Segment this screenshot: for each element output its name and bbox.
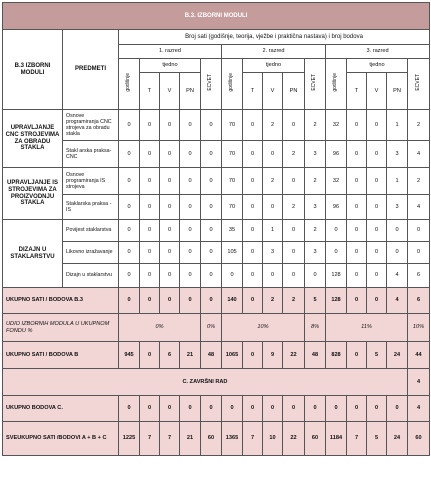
cell: 1 <box>387 168 408 195</box>
pn-header: PN <box>387 73 408 110</box>
cell: 140 <box>222 288 243 314</box>
weekly-header: tjedno <box>347 59 408 73</box>
cell: 0 <box>180 264 201 288</box>
cell: 0 <box>160 195 180 220</box>
cell: 128 <box>326 264 347 288</box>
cell: 945 <box>119 342 140 369</box>
cell: 0 <box>347 342 367 369</box>
t-header: T <box>347 73 367 110</box>
subject-name: Osnove programiranja CNC strojeva za obradu stakla <box>63 110 119 141</box>
module-name: UPRAVLJANJE CNC STROJEVIMA ZA OBRADU STAKLA <box>3 110 63 168</box>
grade-1-header: 1. razred <box>119 45 222 59</box>
cell: 0 <box>160 242 180 264</box>
weekly-header: tjedno <box>140 59 201 73</box>
v-header: V <box>263 73 283 110</box>
cell: 1365 <box>222 422 243 456</box>
section-c-value: 4 <box>408 369 430 396</box>
cell: 0 <box>119 264 140 288</box>
module-column-header: B.3 IZBORNI MODULI <box>3 30 63 110</box>
cell: 2 <box>283 195 305 220</box>
cell: 1 <box>387 110 408 141</box>
cell: 0 <box>367 396 387 422</box>
cell: 6 <box>408 264 430 288</box>
cell: 0 <box>347 220 367 242</box>
table-title: B.3. IZBORNI MODULI <box>3 3 430 30</box>
v-header: V <box>160 73 180 110</box>
cell: 0 <box>119 168 140 195</box>
pn-header: PN <box>283 73 305 110</box>
cell: 0 <box>201 168 222 195</box>
ecvet-header: ECVET <box>305 59 326 110</box>
cell: 0 <box>140 220 160 242</box>
cell: 0 <box>119 242 140 264</box>
cell: 0 <box>119 141 140 168</box>
subject-name: Dizajn u staklarstvu <box>63 264 119 288</box>
cell: 0 <box>160 288 180 314</box>
cell: 3 <box>305 195 326 220</box>
cell: 0 <box>180 195 201 220</box>
cell: 4 <box>408 141 430 168</box>
cell: 70 <box>222 110 243 141</box>
cell: 1065 <box>222 342 243 369</box>
total-b-label: UKUPNO SATI / BODOVA B <box>3 342 119 369</box>
cell: 2 <box>263 288 283 314</box>
cell: 0 <box>140 396 160 422</box>
grand-total-label: SVEUKUPNO SATI /BODOVI A + B + C <box>3 422 119 456</box>
cell: 0 <box>160 141 180 168</box>
cell: 0 <box>367 220 387 242</box>
cell: 0 <box>283 396 305 422</box>
cell: 32 <box>326 168 347 195</box>
curriculum-table <box>2 2 430 456</box>
share-grade2: 10% <box>222 314 305 342</box>
share-grade1: 0% <box>119 314 201 342</box>
cell: 7 <box>160 422 180 456</box>
cell: 2 <box>305 110 326 141</box>
cell: 0 <box>119 195 140 220</box>
cell: 0 <box>180 110 201 141</box>
cell: 0 <box>243 242 263 264</box>
module-name: DIZAJN U STAKLARSTVU <box>3 220 63 288</box>
hours-header: Broj sati (godišnje, teorija, vježbe i praktična nastava) i broj bodova <box>119 30 430 45</box>
cell: 4 <box>408 396 430 422</box>
share-ecvet2: 8% <box>305 314 326 342</box>
cell: 4 <box>387 264 408 288</box>
weekly-header: tjedno <box>243 59 305 73</box>
cell: 0 <box>160 264 180 288</box>
cell: 0 <box>367 168 387 195</box>
cell: 0 <box>263 264 283 288</box>
cell: 0 <box>160 110 180 141</box>
cell: 0 <box>140 141 160 168</box>
cell: 7 <box>140 422 160 456</box>
pn-header: PN <box>180 73 201 110</box>
annual-header: godišnje <box>119 59 140 110</box>
cell: 2 <box>283 141 305 168</box>
subject-name: Likovno izražavanje <box>63 242 119 264</box>
subject-name: Osnove programiranja IS strojeva <box>63 168 119 195</box>
cell: 60 <box>305 422 326 456</box>
cell: 0 <box>180 141 201 168</box>
cell: 0 <box>387 220 408 242</box>
cell: 21 <box>180 342 201 369</box>
cell: 7 <box>347 422 367 456</box>
share-ecvet1: 0% <box>201 314 222 342</box>
cell: 0 <box>160 168 180 195</box>
cell: 0 <box>347 168 367 195</box>
cell: 0 <box>367 141 387 168</box>
cell: 0 <box>140 168 160 195</box>
cell: 96 <box>326 141 347 168</box>
total-c-label: UKUPNO BODOVA C. <box>3 396 119 422</box>
cell: 0 <box>180 220 201 242</box>
cell: 0 <box>140 195 160 220</box>
cell: 0 <box>367 288 387 314</box>
cell: 0 <box>201 396 222 422</box>
cell: 0 <box>283 242 305 264</box>
cell: 5 <box>305 288 326 314</box>
cell: 60 <box>408 422 430 456</box>
cell: 5 <box>367 422 387 456</box>
cell: 0 <box>263 141 283 168</box>
cell: 0 <box>387 396 408 422</box>
cell: 60 <box>201 422 222 456</box>
cell: 0 <box>408 220 430 242</box>
cell: 0 <box>387 242 408 264</box>
cell: 0 <box>140 264 160 288</box>
cell: 0 <box>119 396 140 422</box>
cell: 1 <box>263 220 283 242</box>
cell: 0 <box>243 141 263 168</box>
cell: 0 <box>367 110 387 141</box>
cell: 48 <box>305 342 326 369</box>
cell: 0 <box>140 288 160 314</box>
cell: 2 <box>408 110 430 141</box>
t-header: T <box>243 73 263 110</box>
annual-header: godišnje <box>222 59 243 110</box>
cell: 3 <box>263 242 283 264</box>
cell: 0 <box>201 110 222 141</box>
cell: 0 <box>201 220 222 242</box>
cell: 0 <box>367 242 387 264</box>
cell: 0 <box>160 220 180 242</box>
cell: 24 <box>387 342 408 369</box>
cell: 6 <box>408 288 430 314</box>
ecvet-header: ECVET <box>201 59 222 110</box>
cell: 22 <box>283 422 305 456</box>
cell: 0 <box>180 242 201 264</box>
cell: 24 <box>387 422 408 456</box>
cell: 0 <box>326 396 347 422</box>
cell: 0 <box>305 396 326 422</box>
cell: 0 <box>222 396 243 422</box>
cell: 828 <box>326 342 347 369</box>
cell: 0 <box>160 396 180 422</box>
cell: 2 <box>283 288 305 314</box>
cell: 0 <box>283 264 305 288</box>
cell: 0 <box>408 242 430 264</box>
cell: 0 <box>347 141 367 168</box>
cell: 3 <box>387 195 408 220</box>
section-c-label: C. ZAVRŠNI RAD <box>3 369 408 396</box>
cell: 3 <box>305 141 326 168</box>
cell: 0 <box>243 288 263 314</box>
cell: 5 <box>367 342 387 369</box>
cell: 0 <box>119 288 140 314</box>
cell: 0 <box>283 168 305 195</box>
subject-name: Staklarska praksa - IS <box>63 195 119 220</box>
cell: 32 <box>326 110 347 141</box>
cell: 0 <box>243 396 263 422</box>
cell: 9 <box>263 342 283 369</box>
cell: 0 <box>347 110 367 141</box>
grade-2-header: 2. razred <box>222 45 326 59</box>
cell: 0 <box>283 220 305 242</box>
cell: 0 <box>140 110 160 141</box>
cell: 0 <box>326 242 347 264</box>
cell: 0 <box>119 110 140 141</box>
cell: 105 <box>222 242 243 264</box>
total-b3-label: UKUPNO SATI / BODOVA B.3 <box>3 288 119 314</box>
cell: 0 <box>243 168 263 195</box>
cell: 0 <box>140 342 160 369</box>
cell: 0 <box>201 288 222 314</box>
subject-name: Povijest staklarstva <box>63 220 119 242</box>
cell: 0 <box>283 110 305 141</box>
cell: 3 <box>387 141 408 168</box>
cell: 0 <box>243 342 263 369</box>
cell: 0 <box>243 195 263 220</box>
cell: 96 <box>326 195 347 220</box>
cell: 2 <box>305 168 326 195</box>
cell: 35 <box>222 220 243 242</box>
cell: 0 <box>180 288 201 314</box>
cell: 2 <box>263 168 283 195</box>
t-header: T <box>140 73 160 110</box>
cell: 48 <box>201 342 222 369</box>
cell: 6 <box>160 342 180 369</box>
subjects-column-header: PREDMETI <box>63 30 119 110</box>
cell: 1184 <box>326 422 347 456</box>
cell: 0 <box>347 288 367 314</box>
curriculum-table-container <box>2 2 429 456</box>
cell: 0 <box>222 264 243 288</box>
cell: 0 <box>243 220 263 242</box>
cell: 0 <box>347 195 367 220</box>
cell: 0 <box>243 264 263 288</box>
v-header: V <box>367 73 387 110</box>
cell: 0 <box>180 396 201 422</box>
cell: 0 <box>347 242 367 264</box>
cell: 0 <box>367 195 387 220</box>
cell: 0 <box>180 168 201 195</box>
cell: 2 <box>305 220 326 242</box>
grade-3-header: 3. razred <box>326 45 430 59</box>
cell: 0 <box>119 220 140 242</box>
ecvet-header: ECVET <box>408 59 430 110</box>
cell: 0 <box>305 264 326 288</box>
cell: 22 <box>283 342 305 369</box>
share-ecvet3: 10% <box>408 314 430 342</box>
cell: 1225 <box>119 422 140 456</box>
cell: 0 <box>326 220 347 242</box>
cell: 70 <box>222 141 243 168</box>
cell: 0 <box>140 242 160 264</box>
cell: 0 <box>201 141 222 168</box>
cell: 0 <box>263 195 283 220</box>
cell: 44 <box>408 342 430 369</box>
cell: 3 <box>305 242 326 264</box>
cell: 4 <box>408 195 430 220</box>
share-grade3: 11% <box>326 314 408 342</box>
cell: 0 <box>347 396 367 422</box>
cell: 128 <box>326 288 347 314</box>
cell: 0 <box>347 264 367 288</box>
cell: 70 <box>222 168 243 195</box>
cell: 70 <box>222 195 243 220</box>
cell: 4 <box>387 288 408 314</box>
cell: 2 <box>408 168 430 195</box>
annual-header: godišnje <box>326 59 347 110</box>
cell: 0 <box>201 195 222 220</box>
cell: 0 <box>201 264 222 288</box>
cell: 0 <box>367 264 387 288</box>
cell: 0 <box>263 396 283 422</box>
subject-name: Stakl arska praksa-CNC <box>63 141 119 168</box>
cell: 0 <box>243 110 263 141</box>
cell: 21 <box>180 422 201 456</box>
cell: 2 <box>263 110 283 141</box>
cell: 10 <box>263 422 283 456</box>
share-label: UDIO IZBORNIH MODULA U UKUPNOM FONDU % <box>3 314 119 342</box>
cell: 0 <box>201 242 222 264</box>
module-name: UPRAVLJANJE IS STROJEVIMA ZA PROIZVODNJU STAKLA <box>3 168 63 220</box>
cell: 7 <box>243 422 263 456</box>
